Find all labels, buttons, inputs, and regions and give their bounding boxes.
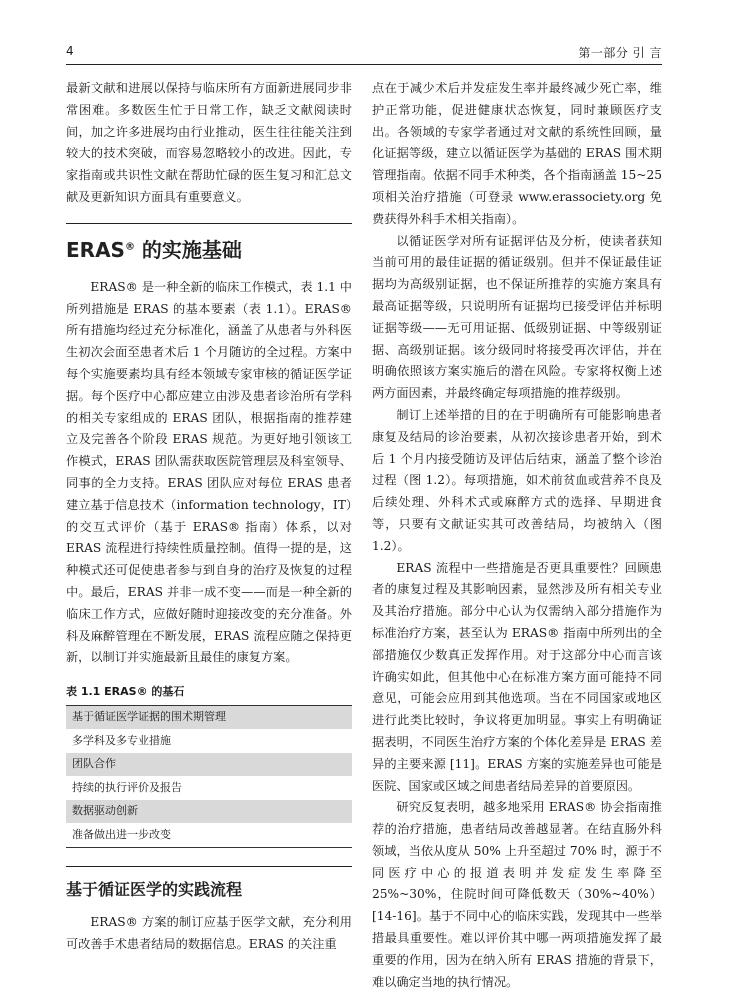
table-row: 团队合作: [66, 753, 352, 777]
right-paragraph-5: 研究反复表明，越多地采用 ERAS® 协会指南推荐的治疗措施，患者结局改善越显著。在结直肠外科领域，当依从度从 50% 上升至超过 70% 时，源于不同医疗中心的报道表明并发症发生率降至 25%~30%，住院时间可降低数天（30%~40%）[14-16]。基于不同中心的临床实践，发现其中一些举措最具重要性。难以评价其中哪一两项措施发挥了最重要的作用，因为在纳入所有 ERAS 措施的背景下，难以确定当地的执行情况。: [372, 800, 662, 989]
table-row: 多学科及多专业措施: [66, 730, 352, 754]
right-paragraph-2: 以循证医学对所有证据评估及分析，使读者获知当前可用的最佳证据的循证级别。但并不保证最佳证据均为高级别证据，也不保证所推荐的实施方案具有最高证据等级，只说明所有证据均已接受评估并标明证据等级——无可用证据、低级别证据、中等级别证据、高级别证据。该分级同时将接受再次评估，并在明确依照该方案实施后的潜在风险。专家将权衡上述两方面因素，并最终确定每项措施的推荐级别。: [372, 233, 662, 401]
intro-paragraph: 最新文献和进展以保持与临床所有方面新进展同步非常困难。多数医生忙于日常工作，缺乏文献阅读时间，加之许多进展均由行业推动，医生往往能关注到较大的技术突破，而容易忽略较小的改进。因此，专家指南或共识性文献在帮助忙碌的医生复习和汇总文献及更新知识方面具有重要意义。: [66, 81, 352, 204]
heading-evidence-practice: 基于循证医学的实践流程: [66, 866, 352, 900]
table-caption: 表 1.1 ERAS® 的基石: [66, 685, 185, 699]
table-row: 准备做出进一步改变: [66, 824, 352, 848]
page-header: [66, 42, 662, 65]
page-number: 4: [66, 44, 74, 58]
heading-eras-reg: ®: [124, 241, 135, 253]
heading-eras-pre: ERAS: [66, 237, 125, 262]
right-column: [372, 78, 662, 993]
table-row: 持续的执行评价及报告: [66, 777, 352, 801]
table-row: 基于循证医学证据的围术期管理: [66, 706, 352, 730]
right-paragraph-3: 制订上述举措的目的在于明确所有可能影响患者康复及结局的诊治要素，从初次接诊患者开始，到术后 1 个月内接受随访及评估后结束，涵盖了整个诊治过程（图 1.2）。每项措施，如术前贫血或营养不良及后续处理、外科术式或麻醉方式的选择、早期进食等，只要有文献证实其可改善结局，均被纳入（图 1.2）。: [372, 407, 662, 553]
table-row: 数据驱动创新: [66, 800, 352, 824]
running-section-title: 第一部分 引 言: [578, 46, 662, 60]
left-column: [66, 78, 352, 956]
heading-eras-post: 的实施基础: [134, 237, 242, 262]
right-paragraph-1: 点在于减少术后并发症发生率并最终减少死亡率，维护正常功能，促进健康状态恢复，同时兼顾医疗支出。各领域的专家学者通过对文献的系统性回顾，量化证据等级，建立以循证医学为基础的 ERAS 围术期管理指南。依据不同手术种类，各个指南涵盖 15~25 项相关治疗措施（可登录 www.erassociety.org 免费获得外科手术相关指南）。: [372, 81, 662, 226]
practice-paragraph: ERAS® 方案的制订应基于医学文献，充分利用可改善手术患者结局的数据信息。ERAS 的关注重: [66, 915, 352, 951]
eras-basis-paragraph: ERAS® 是一种全新的临床工作模式，表 1.1 中所列措施是 ERAS 的基本要素（表 1.1）。ERAS® 所有措施均经过充分标准化，涵盖了从患者与外科医生初次会面至患者术后 1 个月随访的全过程。方案中每个实施要素均具有经本领域专家审核的循证医学证据。每个医疗中心都应建立由涉及患者诊治所有学科的相关专家组成的 ERAS 团队，根据指南的推荐建立及完善各个阶段 ERAS 规范。为更好地引领该工作模式，ERAS 团队需获取医院管理层及科室领导、同事的全力支持。ERAS 团队应对每位 ERAS 患者建立基于信息技术（information technology，IT）的交互式评价（基于 ERAS® 指南）体系，以对 ERAS 流程进行持续性质量控制。值得一提的是，这种模式还可促使患者参与到自身的治疗及恢复的过程中。最后，ERAS 并非一成不变——而是一种全新的临床工作方式，应做好随时迎接改变的充分准备。外科及麻醉管理在不断发展，ERAS 流程应随之保持更新，以制订并实施最新且最佳的康复方案。: [66, 279, 352, 665]
eras-cornerstones-table: [66, 705, 352, 848]
right-paragraph-4: ERAS 流程中一些措施是否更具重要性？回顾患者的康复过程及其影响因素，显然涉及所有相关专业及其治疗措施。部分中心认为仅需纳入部分措施作为标准治疗方案，甚至认为 ERAS® 指南中所列出的全部措施仅少数真正发挥作用。对于这部分中心而言该许确实如此，但其他中心在标准方案方面可能持不同意见，可能会应用到其他选项。当在不同国家或地区进行此类比较时，争议将更加明显。事实上有明确证据表明，不同医生治疗方案的个体化差异是 ERAS 差异的主要来源 [11]。ERAS 方案的实施差异也可能是医院、国家或区域之间患者结局差异的首要原因。: [372, 560, 662, 793]
heading-eras-basis: [66, 223, 352, 263]
